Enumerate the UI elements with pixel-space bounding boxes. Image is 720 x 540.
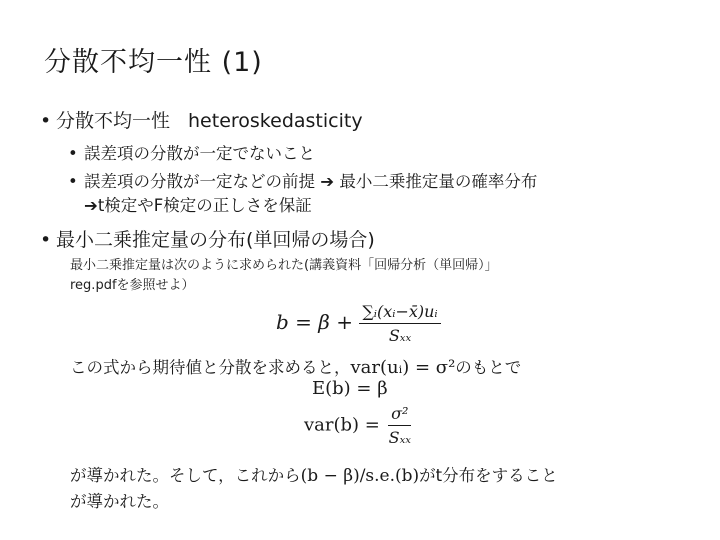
sub2-line1: 誤差項の分散が一定などの前提 ➔ 最小二乗推定量の確率分布 xyxy=(84,172,538,191)
text2-part1: が導かれた。そして，これから xyxy=(70,466,301,485)
note-line-1: 最小二乗推定量は次のように求められた(講義資料「回帰分析（単回帰）」 xyxy=(70,258,498,273)
bullet-dot-icon: • xyxy=(40,229,52,251)
text1-math: var(uᵢ) = σ² xyxy=(350,357,456,378)
eq3-lhs: var(b) = xyxy=(304,414,380,436)
eq1-lhs: b = β + xyxy=(276,310,353,334)
sub-bullet-1 xyxy=(68,140,315,164)
equation-variance xyxy=(304,404,414,447)
equation-b xyxy=(276,302,441,345)
bullet1-label: 分散不均一性 xyxy=(56,110,171,132)
equation-expectation: E(b) = β xyxy=(312,378,388,399)
slide-title: 分散不均一性 (1) xyxy=(44,47,263,78)
sub-bullet-2 xyxy=(68,168,537,192)
eq3-fraction xyxy=(386,404,414,447)
text2-math: (b − β)/s.e.(b) xyxy=(300,466,420,486)
eq3-numerator: σ² xyxy=(388,404,411,426)
bullet-ols-distribution xyxy=(40,225,375,252)
eq1-numerator: ∑ᵢ(xᵢ−x̄)uᵢ xyxy=(359,302,440,324)
text1-suffix: のもとで xyxy=(455,358,522,377)
conclusion-line: が導かれた。 xyxy=(70,492,169,511)
bullet-heteroskedasticity xyxy=(40,106,363,133)
eq1-denominator: Sₓₓ xyxy=(388,326,412,345)
bullet-dot-icon: • xyxy=(40,110,52,132)
note-line-2: reg.pdfを参照せよ） xyxy=(70,278,195,293)
sub2-line2: ➔t検定やF検定の正しさを保証 xyxy=(84,196,312,215)
expectation-variance-line xyxy=(70,354,521,378)
sub-bullet-2-cont xyxy=(84,192,312,216)
bullet1-english: heteroskedasticity xyxy=(188,110,363,132)
eq3-denominator: Sₓₓ xyxy=(388,428,411,447)
text1-prefix: この式から期待値と分散を求めると， xyxy=(70,358,351,377)
t-distribution-line xyxy=(70,462,558,486)
bullet2-label: 最小二乗推定量の分布(単回帰の場合) xyxy=(56,229,375,251)
bullet-dot-icon: • xyxy=(68,144,78,163)
text2-part2: がt分布をすること xyxy=(419,466,558,485)
sub1-text: 誤差項の分散が一定でないこと xyxy=(84,144,315,163)
eq1-fraction xyxy=(359,302,440,345)
bullet-dot-icon: • xyxy=(68,172,78,191)
